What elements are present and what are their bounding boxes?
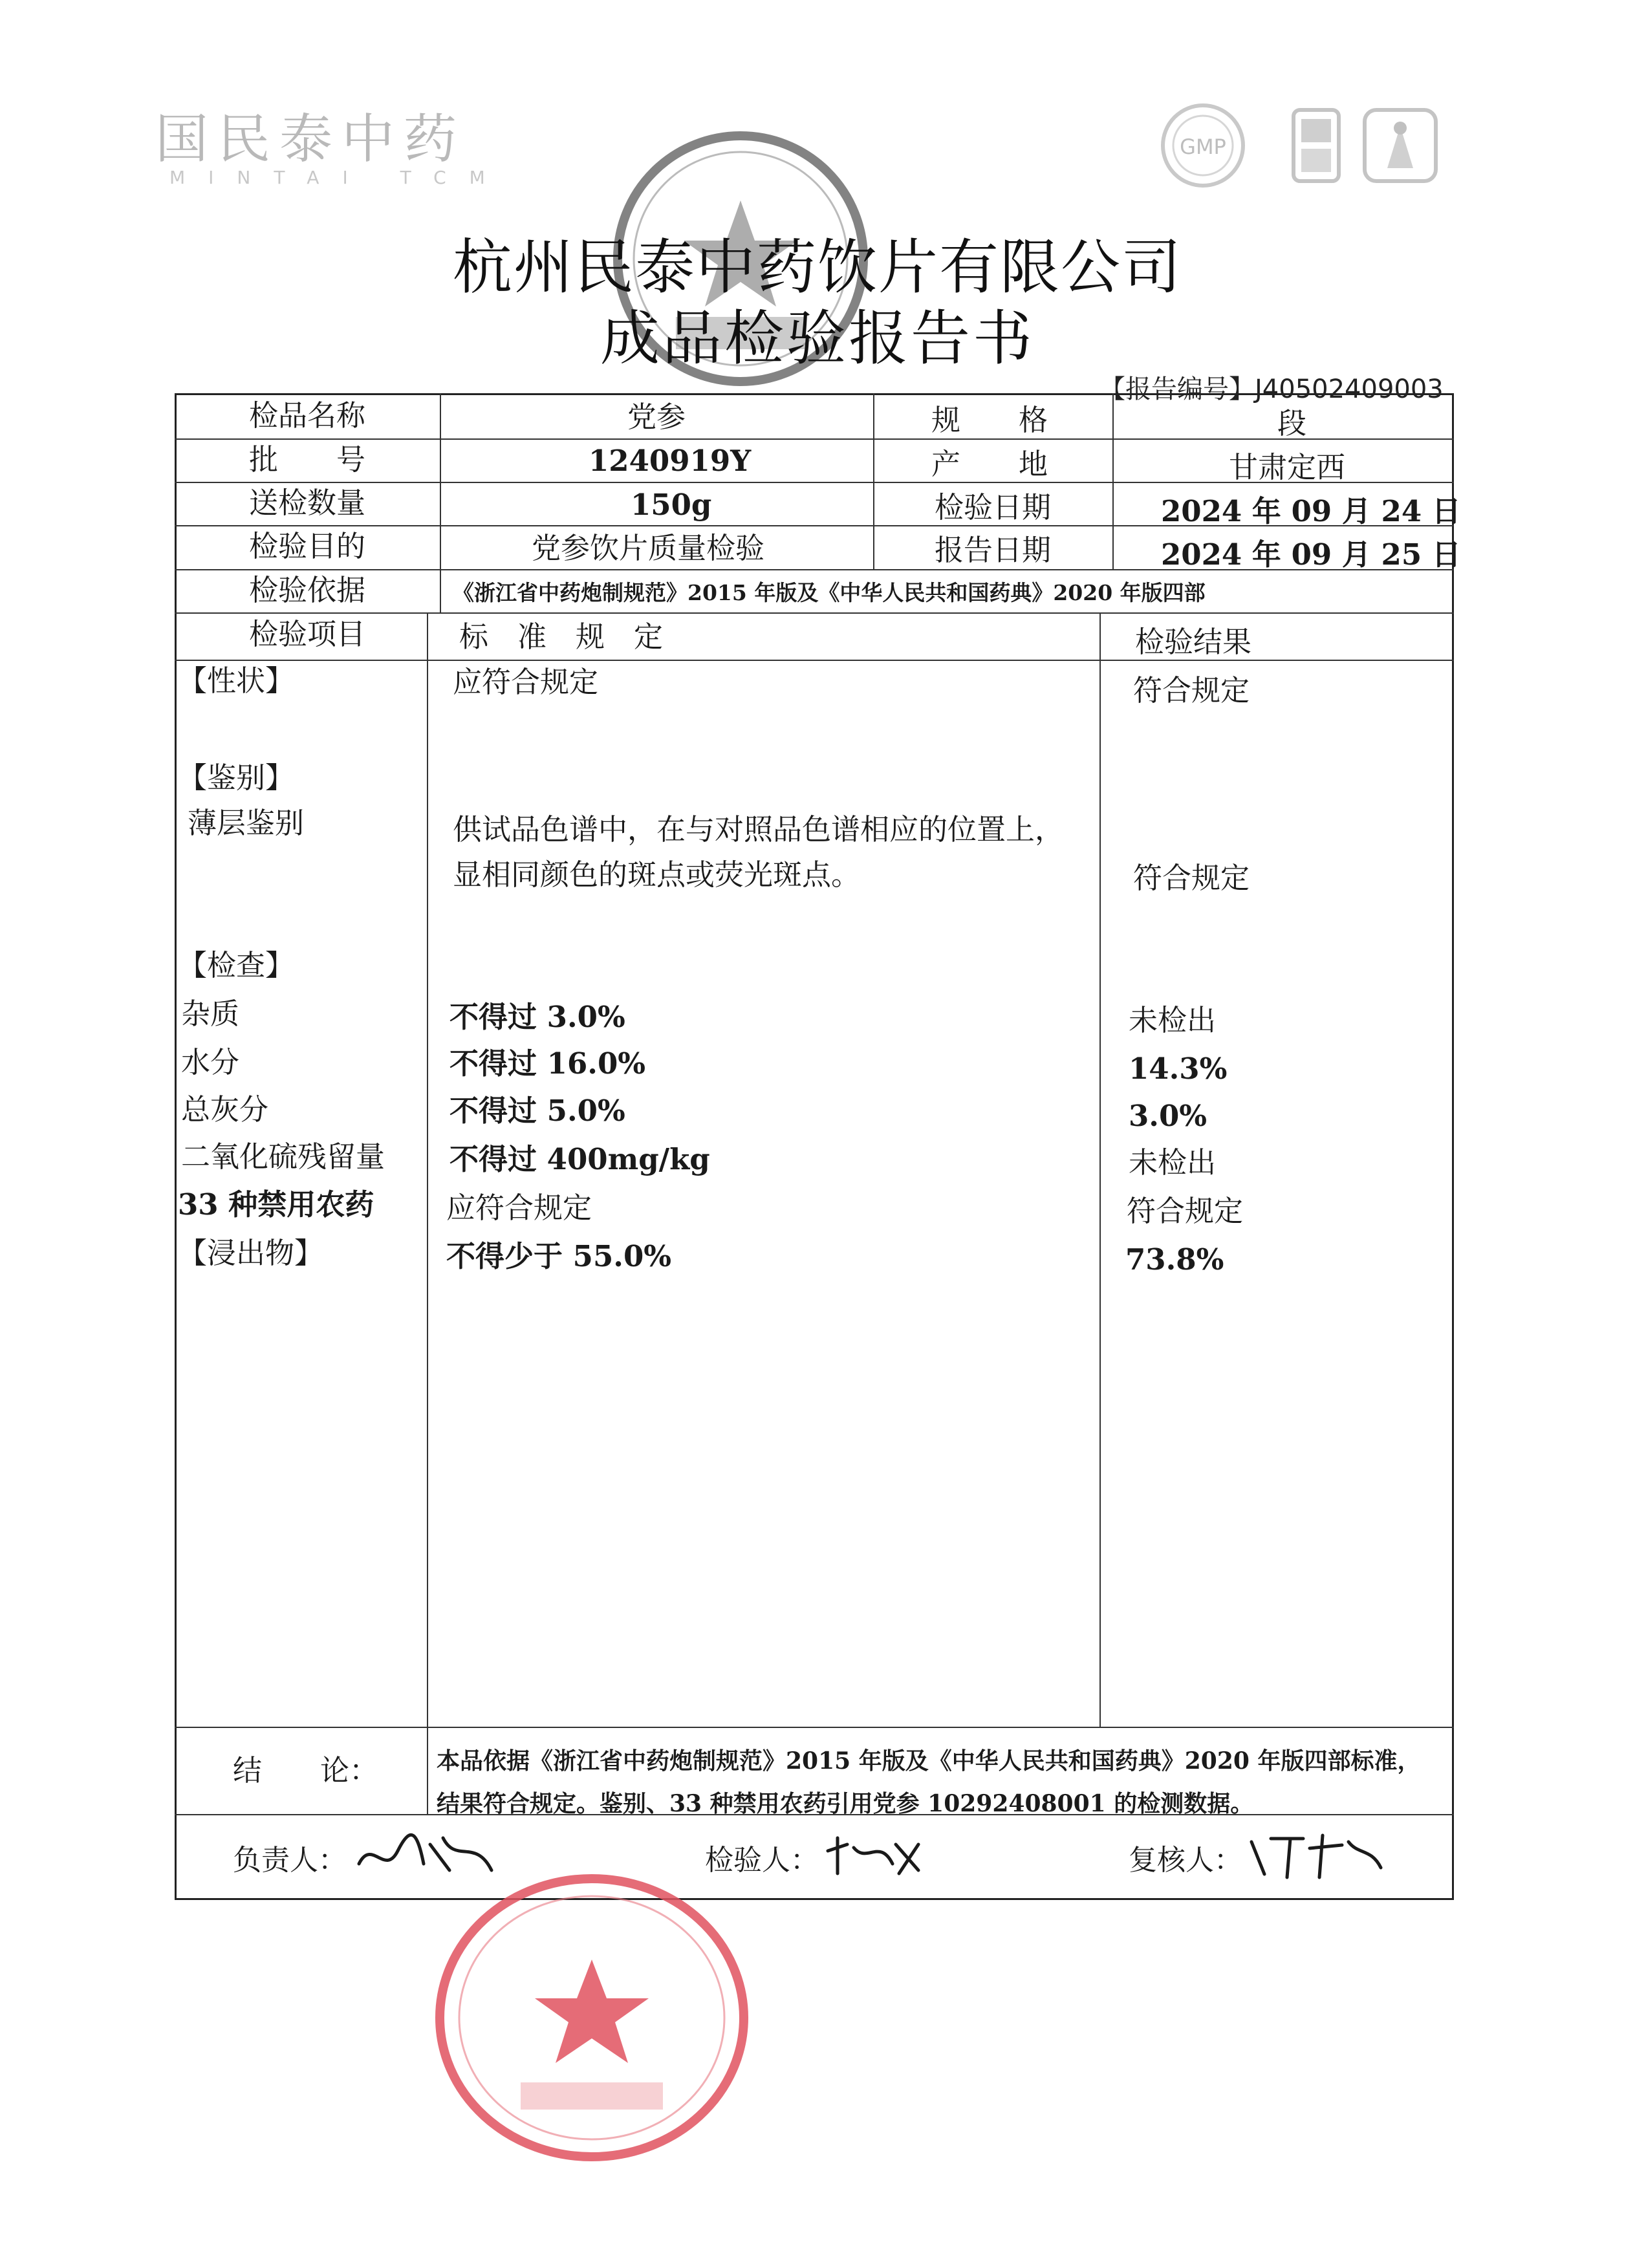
check-section-header: 【检查】 xyxy=(178,948,295,982)
column-divider xyxy=(440,393,441,613)
ash-standard: 不得过 5.0% xyxy=(449,1094,625,1128)
extract-result: 73.8% xyxy=(1125,1242,1224,1277)
report-number: 【报告编号】J40502409003 xyxy=(1099,374,1444,404)
pesticides-item: 33 种禁用农药 xyxy=(178,1187,374,1222)
column-divider xyxy=(1112,393,1114,569)
conclusion-label: 结 论： xyxy=(233,1753,379,1787)
tlc-standard-line1: 供试品色谱中，在与对照品色谱相应的位置上， xyxy=(453,812,1065,847)
report-date-label: 报告日期 xyxy=(935,533,1052,567)
lab-badge-icon xyxy=(1365,110,1436,181)
standard-column-header: 标 准 规 定 xyxy=(459,620,664,654)
sample-name-label: 检品名称 xyxy=(249,398,366,433)
so2-item: 二氧化硫残留量 xyxy=(181,1139,385,1174)
tlc-standard-line2: 显相同颜色的斑点或荧光斑点。 xyxy=(453,858,861,892)
quantity-label: 送检数量 xyxy=(249,486,366,520)
impurity-item: 杂质 xyxy=(181,997,240,1031)
impurity-standard: 不得过 3.0% xyxy=(449,1000,625,1034)
row-divider xyxy=(175,438,1454,440)
pesticides-standard: 应符合规定 xyxy=(446,1191,592,1225)
basis-label: 检验依据 xyxy=(249,573,366,607)
row-divider xyxy=(175,1727,1454,1728)
inspector-label: 检验人： xyxy=(705,1844,819,1877)
item-column-header: 检验项目 xyxy=(249,617,366,651)
authentic-herb-badge-icon xyxy=(1294,110,1339,181)
extract-item: 【浸出物】 xyxy=(178,1236,324,1270)
row-divider xyxy=(175,660,1454,661)
company-logo-text: 国民泰中药 xyxy=(155,109,466,170)
pesticides-result: 符合规定 xyxy=(1127,1194,1244,1228)
result-column-header: 检验结果 xyxy=(1135,625,1252,659)
ash-result: 3.0% xyxy=(1129,1099,1207,1133)
spec-value: 段 xyxy=(1277,406,1307,440)
reviewer-label: 复核人： xyxy=(1129,1844,1242,1877)
identification-section-header: 【鉴别】 xyxy=(178,761,295,795)
company-title: 杭州民泰中药饮片有限公司 xyxy=(452,233,1182,302)
purpose-value: 党参饮片质量检验 xyxy=(532,531,765,565)
column-divider xyxy=(427,612,428,1814)
origin-label: 产 地 xyxy=(931,447,1048,481)
conclusion-text xyxy=(437,1740,1439,1825)
row-divider xyxy=(175,612,1454,614)
ash-item: 总灰分 xyxy=(181,1092,269,1127)
reviewer-signature xyxy=(1245,1822,1387,1884)
moisture-item: 水分 xyxy=(181,1045,240,1079)
appearance-item: 【性状】 xyxy=(178,664,295,698)
moisture-standard: 不得过 16.0% xyxy=(449,1046,646,1081)
report-date-value: 2024 年 09 月 25 日 xyxy=(1161,537,1461,572)
origin-value: 甘肃定西 xyxy=(1229,450,1346,484)
conclusion-line-2: 结果符合规定。鉴别、33 种禁用农药引用党参 10292408001 的检测数据。 xyxy=(437,1790,1254,1817)
basis-value: 《浙江省中药炮制规范》2015 年版及《中华人民共和国药典》2020 年版四部 xyxy=(453,580,1206,605)
test-date-label: 检验日期 xyxy=(935,490,1052,524)
test-date-value: 2024 年 09 月 24 日 xyxy=(1161,494,1461,528)
gmp-badge-icon xyxy=(1163,105,1243,186)
moisture-result: 14.3% xyxy=(1129,1052,1228,1086)
impurity-result: 未检出 xyxy=(1129,1003,1217,1037)
responsible-label: 负责人： xyxy=(233,1844,347,1877)
report-title: 成品检验报告书 xyxy=(600,304,1035,373)
column-divider xyxy=(873,393,874,569)
company-logo-subtext: MINTAI TCM xyxy=(169,167,508,188)
batch-label: 批 号 xyxy=(249,442,366,477)
appearance-standard: 应符合规定 xyxy=(453,665,599,699)
so2-standard: 不得过 400mg/kg xyxy=(449,1142,710,1176)
inspector-signature xyxy=(821,1825,931,1883)
so2-result: 未检出 xyxy=(1129,1145,1217,1180)
quantity-value: 150g xyxy=(631,488,712,522)
batch-value: 1240919Y xyxy=(589,444,752,478)
purpose-label: 检验目的 xyxy=(249,529,366,563)
conclusion-line-1: 本品依据《浙江省中药炮制规范》2015 年版及《中华人民共和国药典》2020 年版四部标准， xyxy=(437,1747,1421,1775)
extract-standard: 不得少于 55.0% xyxy=(446,1239,672,1273)
spec-label: 规 格 xyxy=(931,403,1048,437)
tlc-result: 符合规定 xyxy=(1133,861,1250,895)
certification-badges xyxy=(1158,97,1442,194)
quality-management-seal-stamp xyxy=(424,1863,760,2173)
tlc-item: 薄层鉴别 xyxy=(188,806,305,840)
sample-name-value: 党参 xyxy=(627,400,686,434)
appearance-result: 符合规定 xyxy=(1133,673,1250,707)
gmp-badge-label: GMP xyxy=(1180,135,1226,159)
column-divider xyxy=(1099,612,1101,1727)
